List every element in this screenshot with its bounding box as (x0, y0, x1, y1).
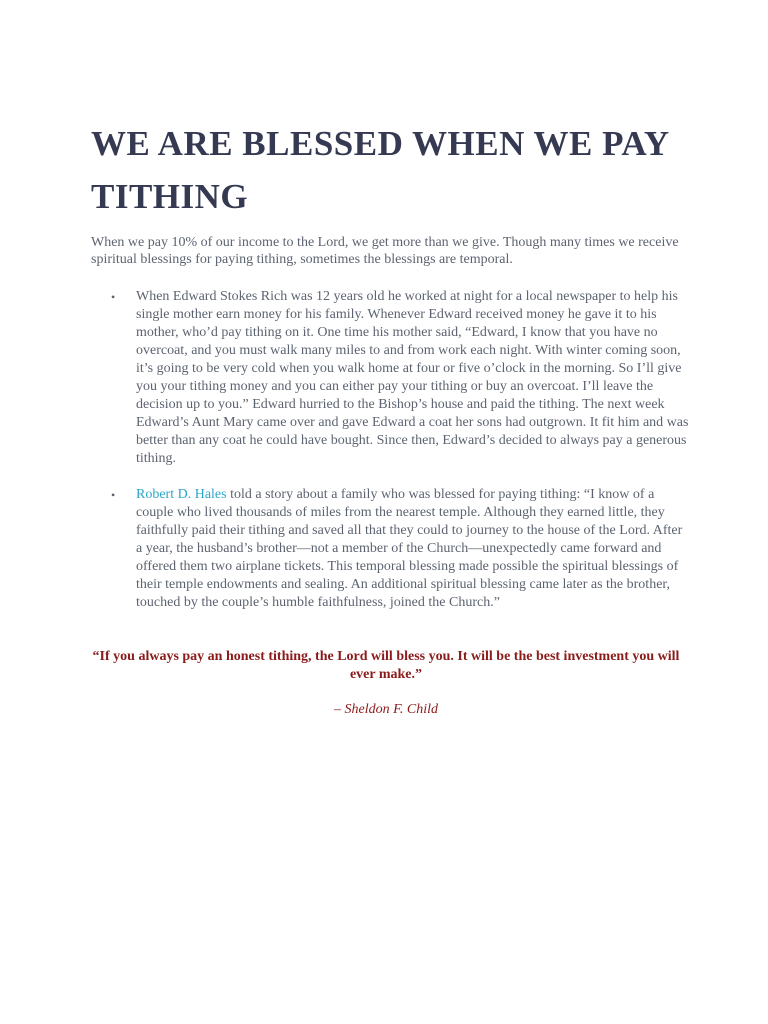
list-item (91, 486, 691, 612)
bullet-icon: • (111, 290, 116, 304)
story-text-edward: When Edward Stokes Rich was 12 years old he worked at night for a local newspaper to help his single mother earn money for his family. Whenever Edward received money he gave it to his mother, who’d pay tithing on it. One time his mother said, “Edward, I know that you have no overcoat, and you must walk many miles to and from work each night. With winter coming soon, it’s going to be very cold when you walk home at four or five o’clock in the morning. So I’ll give you your tithing money and you can either pay your tithing or buy an overcoat. I’ll leave the decision up to you.” Edward hurried to the Bishop’s house and paid the tithing. The next week Edward’s Aunt Mary came over and gave Edward a coat her sons had outgrown. It fit him and was better than any coat he could have bought. Since then, Edward’s decided to always pay a generous tithing. (136, 289, 689, 466)
story-text-hales: told a story about a family who was blessed for paying tithing: “I know of a couple who lived thousands of miles from the nearest temple. Although they earned little, they faithfully paid their tithing and saved all that they could to journey to the house of the Lord. After a year, the husband’s brother—not a member of the Church—unexpectedly came forward and offered them two airplane tickets. This temporal blessing made possible the spiritual blessings of their temple endowments and sealing. An additional spiritual blessing came later as the brother, touched by the couple’s humble faithfulness, joined the Church.” (136, 487, 683, 610)
tithing-quote: “If you always pay an honest tithing, the Lord will bless you. It will be the best investment you will ever make.” (92, 649, 680, 682)
list-item (91, 288, 691, 468)
robert-hales-link[interactable]: Robert D. Hales (136, 487, 227, 502)
bullet-icon: • (111, 488, 116, 502)
quote-attribution: – Sheldon F. Child (334, 702, 438, 717)
story-list (91, 288, 691, 612)
intro-paragraph: When we pay 10% of our income to the Lord, we get more than we give. Though many times we receive spiritual blessings for paying tithing, sometimes the blessings are temporal. (91, 235, 679, 267)
document-title: WE ARE BLESSED WHEN WE PAY TITHING (91, 124, 669, 216)
